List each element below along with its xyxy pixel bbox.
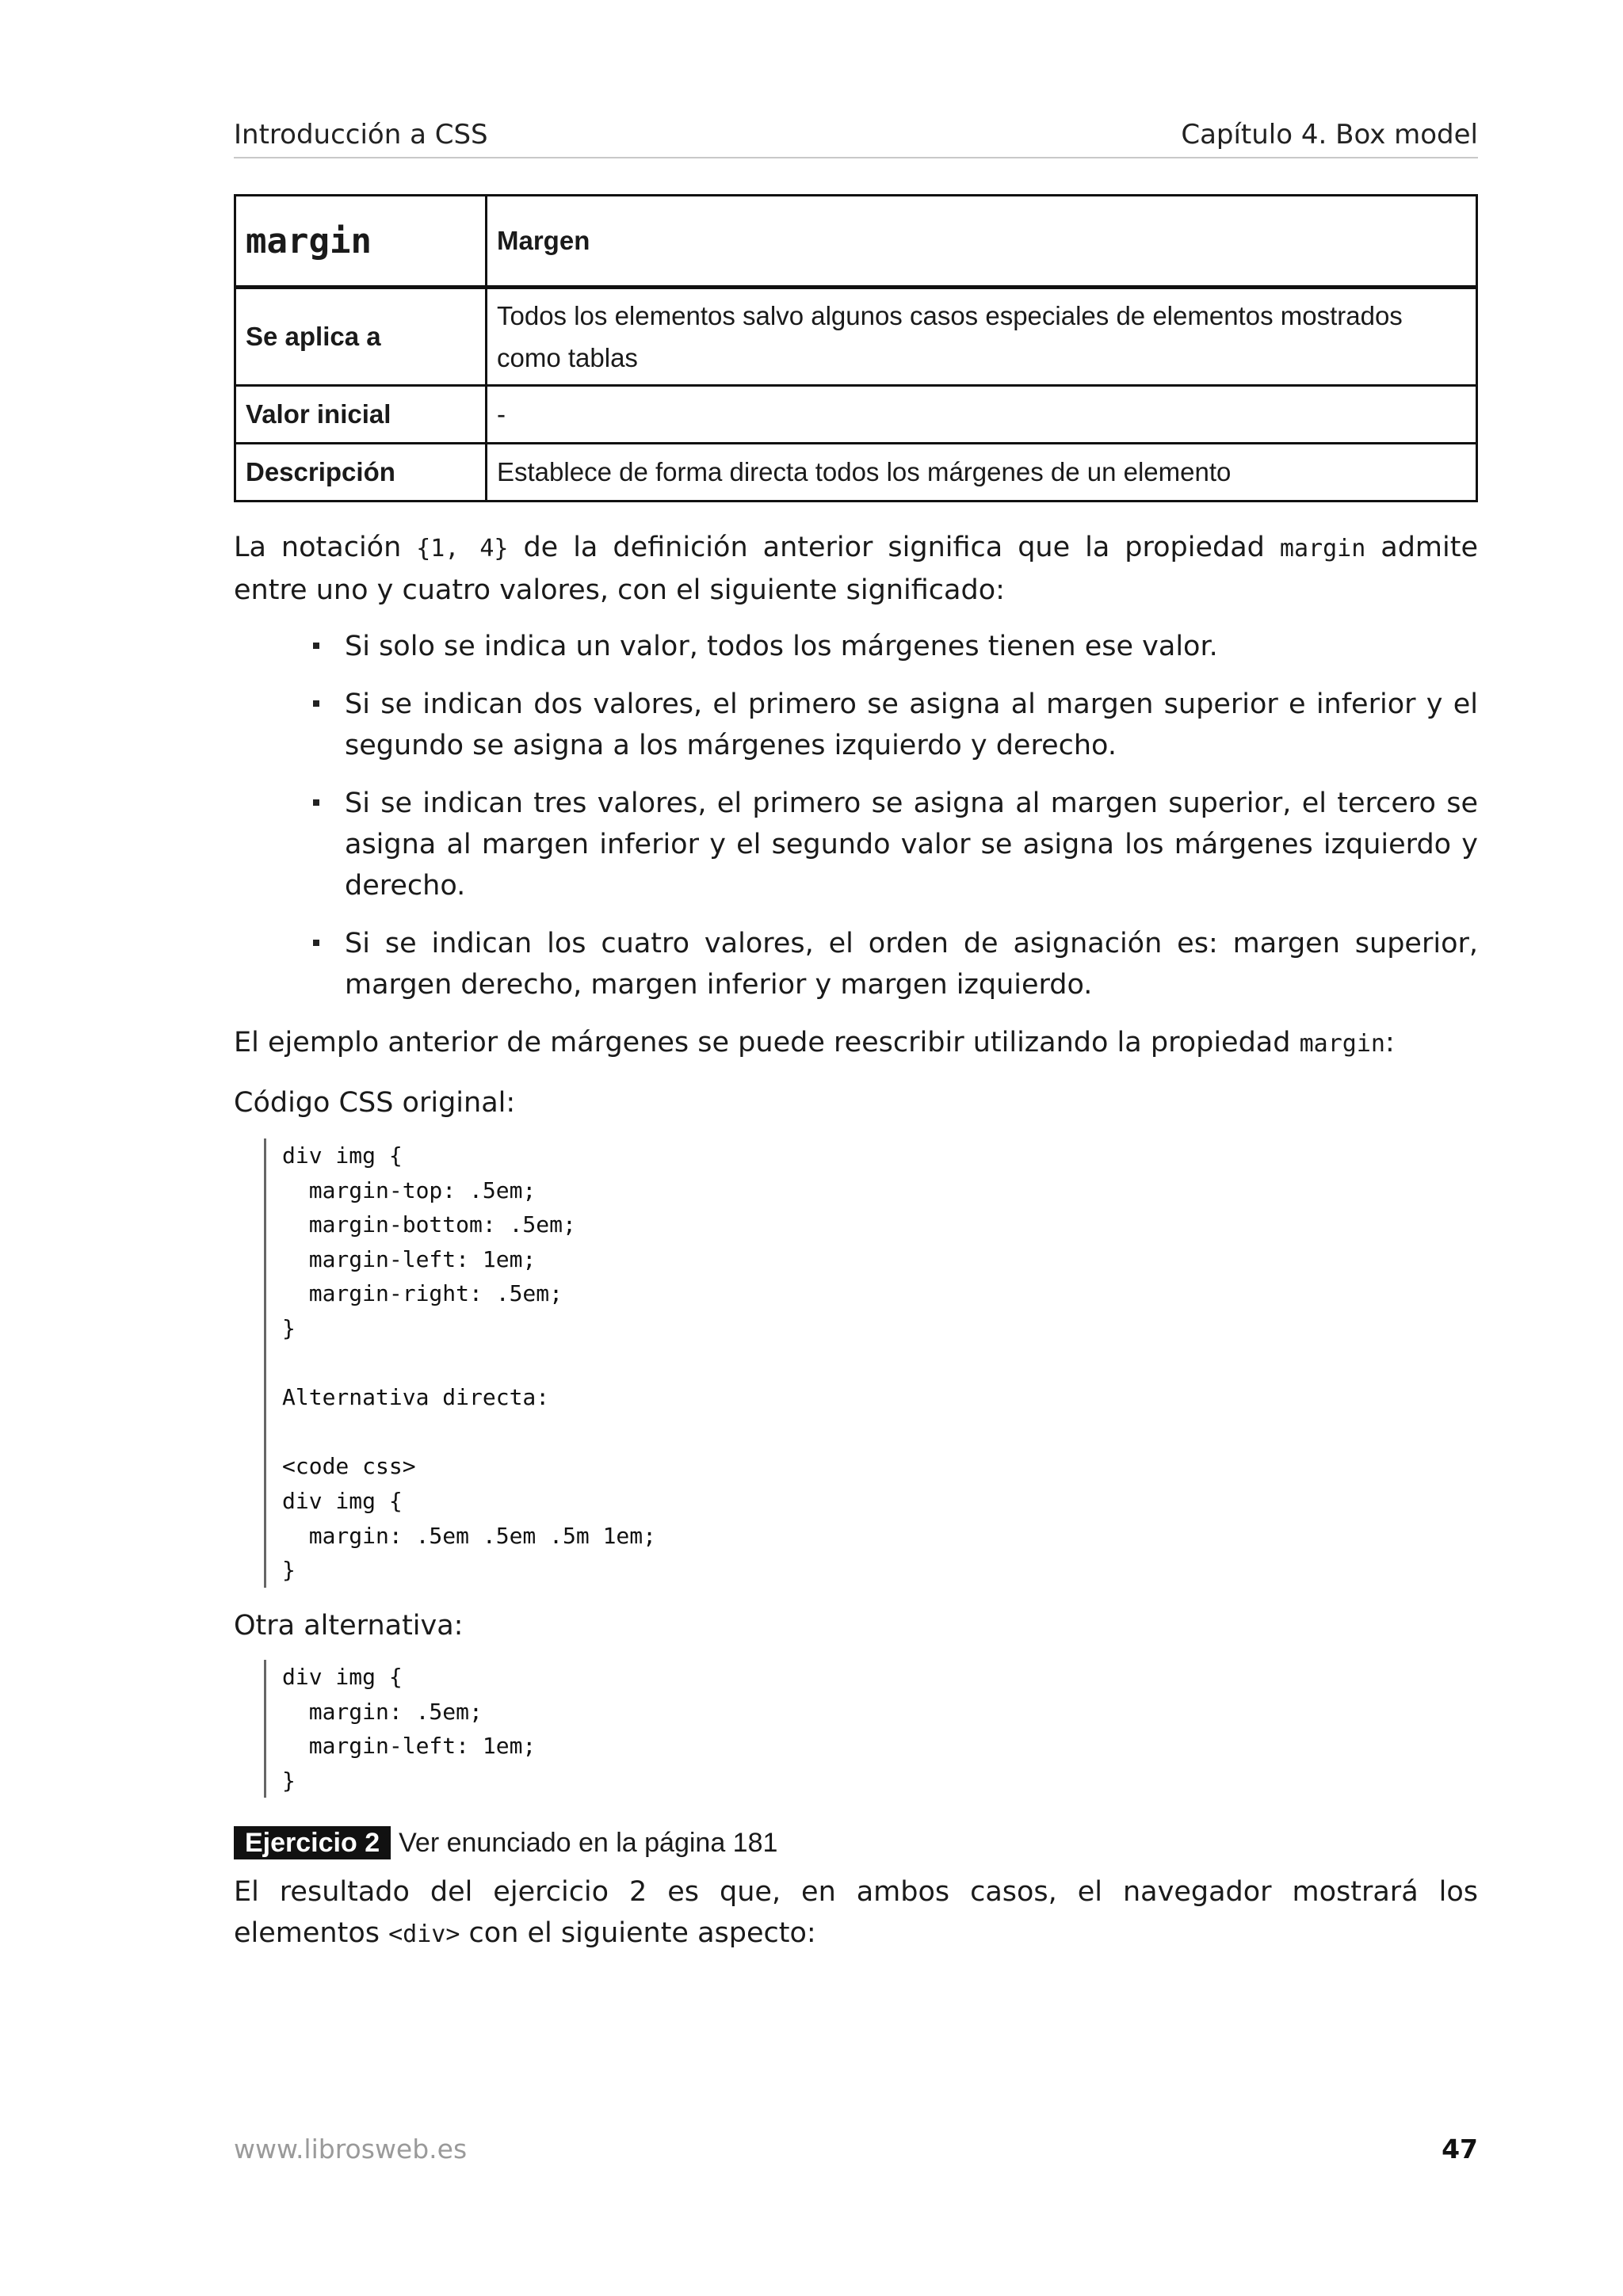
- example-paragraph: [234, 1022, 1478, 1065]
- row-value: Todos los elementos salvo algunos casos especiales de elementos mostrados como tablas: [487, 288, 1477, 386]
- inline-code: {1, 4}: [416, 535, 509, 563]
- text-span: de la definición anterior significa que la propiedad: [508, 532, 1280, 563]
- page-number: 47: [1442, 2134, 1478, 2164]
- code-block-original: div img { margin-top: .5em; margin-bottom: .5em; margin-left: 1em; margin-right: .5em; } Alternativa directa: <code css> div img { margin: .5em .5em .5m 1em; }: [264, 1138, 656, 1588]
- row-value: -: [487, 386, 1477, 444]
- inline-code: margin: [1279, 535, 1366, 563]
- code-label: Código CSS original:: [234, 1087, 516, 1119]
- other-label: Otra alternativa:: [234, 1610, 464, 1642]
- list-item-text: Si se indican tres valores, el primero se asigna al margen superior, el tercero se asigna al margen inferior y el segundo valor se asigna los márgenes izquierdo y derecho.: [345, 788, 1478, 902]
- list-item-text: Si se indican los cuatro valores, el orden de asignación es: margen superior, margen derecho, margen inferior y margen izquierdo.: [345, 928, 1478, 1001]
- row-label: Descripción: [235, 444, 487, 502]
- text-span: El ejemplo anterior de márgenes se puede reescribir utilizando la propiedad: [234, 1027, 1300, 1058]
- property-table: [234, 194, 1478, 502]
- header-book-title: Introducción a CSS: [234, 119, 488, 151]
- property-table-header: [235, 196, 1477, 288]
- bullet-square-icon: [313, 799, 319, 806]
- exercise-link[interactable]: Ver enunciado en la página 181: [399, 1828, 778, 1858]
- list-item-text: Si solo se indica un valor, todos los márgenes tienen ese valor.: [345, 631, 1218, 662]
- bullet-square-icon: [313, 940, 319, 946]
- table-row: [235, 288, 1477, 386]
- intro-paragraph: [234, 527, 1478, 611]
- property-title: Margen: [487, 196, 1477, 288]
- row-value: Establece de forma directa todos los márgenes de un elemento: [487, 444, 1477, 502]
- exercise-note: [234, 1824, 777, 1862]
- list-item: [309, 783, 1478, 906]
- text-span: :: [1384, 1027, 1395, 1058]
- property-name: margin: [235, 196, 487, 288]
- table-row: [235, 444, 1477, 502]
- row-label: Se aplica a: [235, 288, 487, 386]
- running-header: [234, 119, 1478, 158]
- text-span: admite entre uno y cuatro valores, con el siguiente significado:: [234, 532, 1478, 606]
- list-item-text: Si se indican dos valores, el primero se asigna al margen superior e inferior y el segundo se asigna a los márgenes izquierdo y derecho.: [345, 688, 1478, 761]
- bullet-square-icon: [313, 700, 319, 707]
- row-label: Valor inicial: [235, 386, 487, 444]
- inline-code: margin: [1299, 1030, 1385, 1058]
- result-paragraph: [234, 1871, 1478, 1955]
- footer-url[interactable]: www.librosweb.es: [234, 2134, 468, 2164]
- bullet-square-icon: [313, 643, 319, 649]
- text-span: El resultado del ejercicio 2 es que, en ambos casos, el navegador mostrará los elementos: [234, 1876, 1478, 1949]
- inline-code: <div>: [388, 1920, 460, 1948]
- bullet-list: [309, 626, 1478, 1022]
- text-span: con el siguiente aspecto:: [460, 1917, 816, 1949]
- table-row: [235, 386, 1477, 444]
- list-item: [309, 684, 1478, 766]
- list-item: [309, 626, 1478, 667]
- code-block-alternative: div img { margin: .5em; margin-left: 1em; }: [264, 1660, 536, 1798]
- exercise-badge: Ejercicio 2: [234, 1826, 391, 1859]
- header-chapter-title: Capítulo 4. Box model: [1181, 119, 1478, 151]
- list-item: [309, 923, 1478, 1005]
- text-span: La notación: [234, 532, 417, 563]
